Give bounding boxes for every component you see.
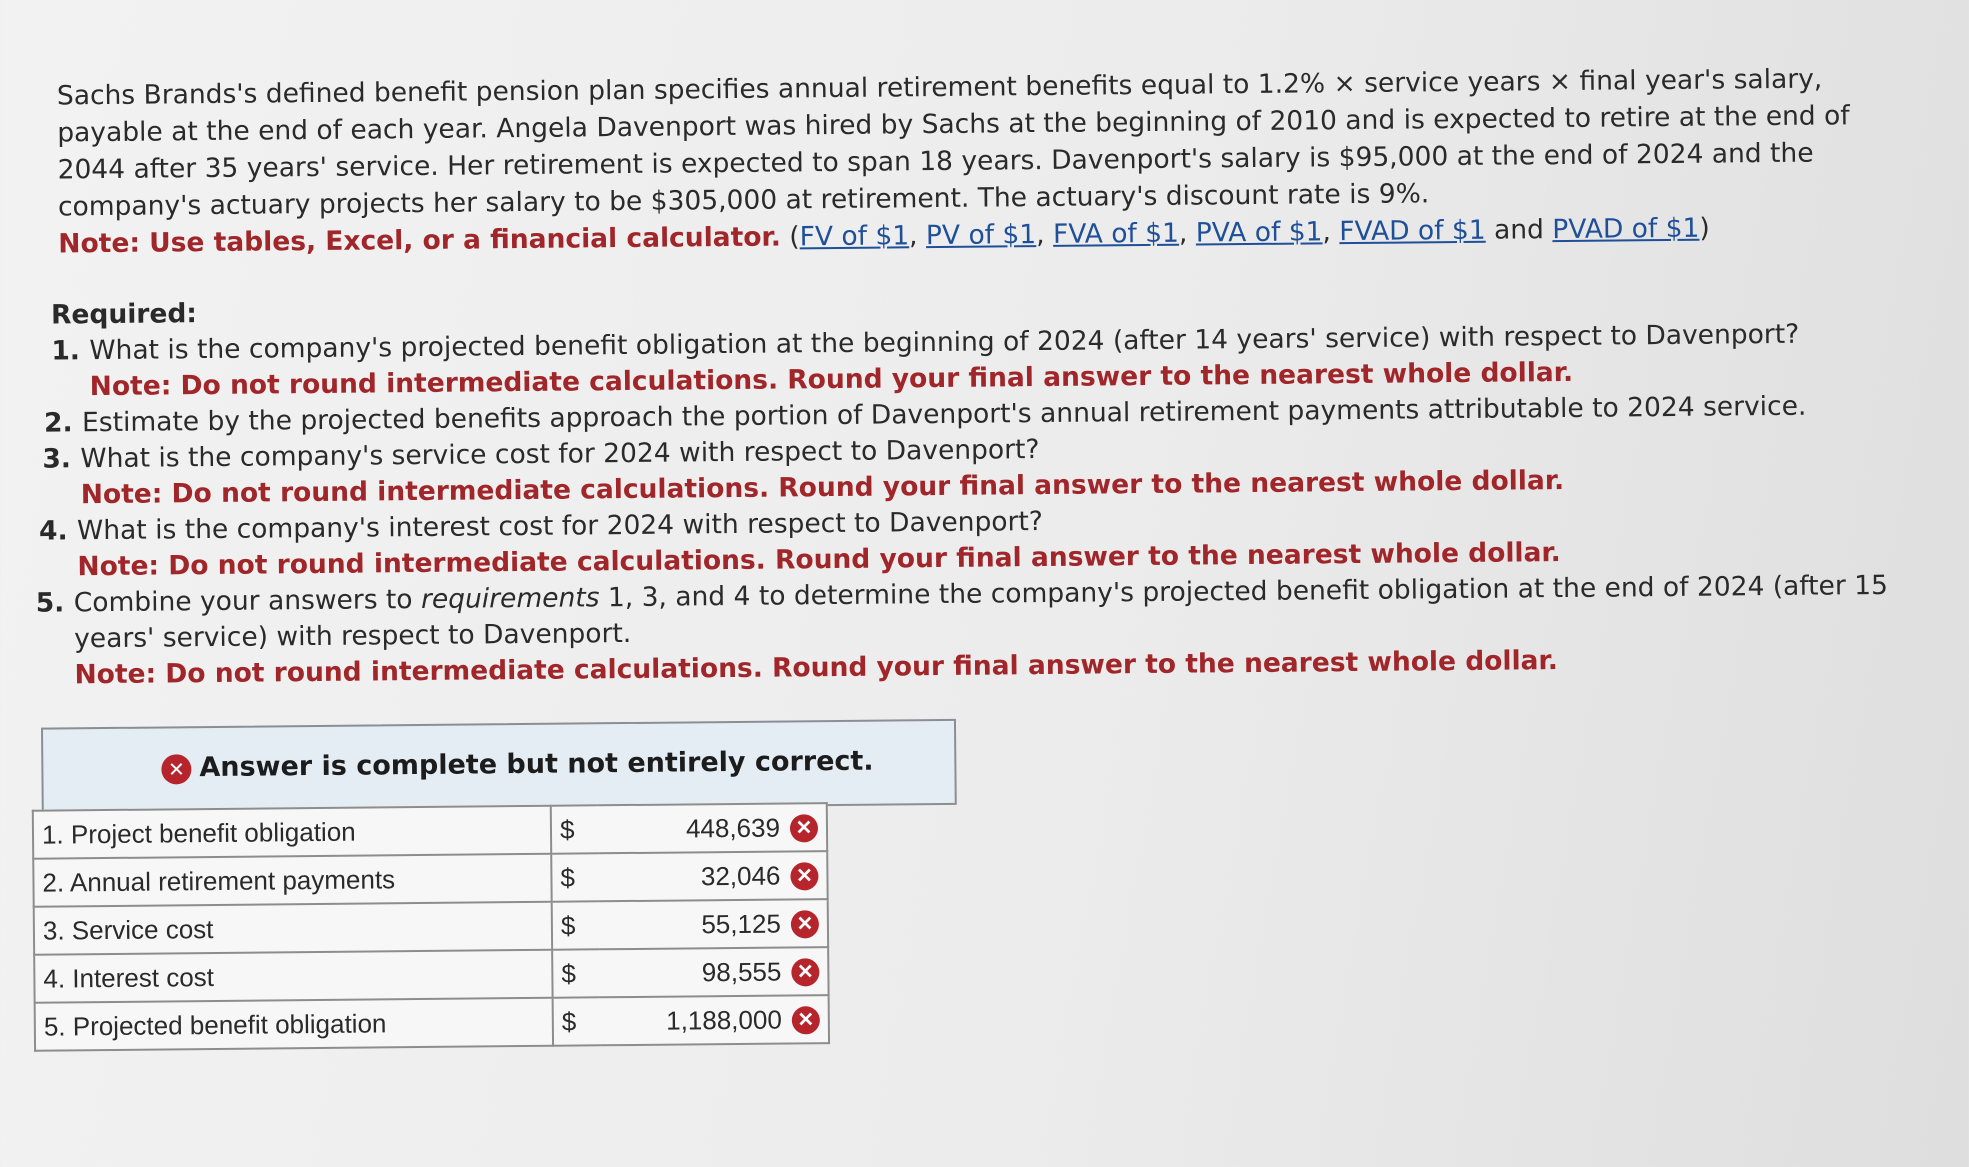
rounding-note: Note: Do not round intermediate calculations. Round your final answer to the nearest whole dollar. (74, 645, 1558, 691)
answer-value[interactable]: 32,046 (700, 860, 781, 892)
answer-cell (598, 803, 827, 853)
table-row (35, 995, 829, 1051)
rounding-note: Note: Do not round intermediate calculations. Round your final answer to the nearest whole dollar. (80, 465, 1565, 511)
answer-table (32, 802, 830, 1052)
fva-link[interactable]: FVA of $1 (1052, 217, 1180, 250)
requirement-text: What is the company's interest cost for 2024 with respect to Davenport? (76, 506, 1044, 547)
requirement-text: Estimate by the projected benefits approach the portion of Davenport's annual retirement payments attributable to 2024 service. (81, 390, 1807, 439)
row-label: 1. Project benefit obligation (33, 806, 551, 859)
incorrect-icon: ✕ (790, 862, 818, 890)
table-row (34, 947, 828, 1003)
answer-value[interactable]: 98,555 (701, 956, 782, 988)
answer-cell (599, 947, 828, 997)
requirement-number: 5. (35, 587, 65, 619)
requirement-number: 3. (42, 443, 72, 475)
incorrect-icon: ✕ (790, 814, 818, 842)
requirement-text: Combine your answers to requirements 1, 3, and 4 to determine the company's projected benefit obligation at the end of 2024 (after 15 years' service) with respect to Davenport. (73, 569, 1889, 655)
requirement-text: What is the company's service cost for 2024 with respect to Davenport? (80, 434, 1040, 475)
requirements-section (35, 280, 1915, 694)
requirement-number: 4. (38, 515, 68, 547)
incorrect-icon: ✕ (791, 910, 819, 938)
pva-link[interactable]: PVA of $1 (1195, 216, 1323, 249)
table-row (34, 899, 828, 955)
currency-symbol: $ (551, 853, 598, 901)
fv-link[interactable]: FV of $1 (799, 220, 910, 253)
answer-value[interactable]: 448,639 (685, 812, 781, 844)
close-paren: ) (1699, 212, 1710, 244)
answer-cell (599, 899, 828, 949)
row-label: 3. Service cost (34, 902, 552, 955)
currency-symbol: $ (553, 997, 600, 1045)
incorrect-icon: ✕ (792, 1006, 820, 1034)
table-row (33, 851, 827, 907)
requirement-number: 2. (43, 407, 73, 439)
answer-status-text: Answer is complete but not entirely correct. (199, 745, 874, 784)
incorrect-icon: ✕ (791, 958, 819, 986)
row-label: 4. Interest cost (34, 950, 552, 1003)
required-heading: Required: (50, 298, 198, 331)
calculator-note: Note: Use tables, Excel, or a financial calculator. (58, 221, 781, 260)
row-label: 2. Annual retirement payments (33, 854, 551, 907)
answer-cell (600, 995, 829, 1045)
answer-value[interactable]: 1,188,000 (666, 1004, 782, 1036)
pv-link[interactable]: PV of $1 (925, 219, 1037, 252)
table-row (33, 803, 827, 859)
answer-value[interactable]: 55,125 (701, 908, 782, 940)
problem-statement: Sachs Brands's defined benefit pension plan specifies annual retirement benefits equal to 1.2% × service years × final year's salary, payable at the end of each year. Angela Davenport was hired by Sachs at the beginning of 2010 and is expected to retire at the end of 2044 after 35 years' service. Her retirement is expected to span 18 years. Davenport's salary is $95,000 at the end of 2024 and the company's actuary projects her salary to be $305,000 at retirement. The actuary's discount rate is 9%. Note: Use tables, Excel, or a financial calculator. (FV of $1, PV of $1, FVA of $1, PVA of $1, FVAD of $1 and PVAD of $1) (56, 63, 1850, 260)
x-circle-icon: ✕ (161, 754, 191, 784)
rounding-note: Note: Do not round intermediate calculations. Round your final answer to the nearest whole dollar. (77, 537, 1561, 583)
currency-symbol: $ (552, 949, 599, 997)
open-paren: ( (789, 221, 800, 253)
requirement-text: What is the company's projected benefit obligation at the beginning of 2024 (after 14 years' service) with respect to Davenport? (89, 318, 1800, 367)
problem-paragraph: Sachs Brands's defined benefit pension plan specifies annual retirement benefits equal to 1.2% × service years × final year's salary, payable at the end of each year. Angela Davenport was hired by Sachs at the beginning of 2010 and is expected to retire at the end of 2044 after 35 years' service. Her retirement is expected to span 18 years. Davenport's salary is $95,000 at the end of 2024 and the company's actuary projects her salary to be $305,000 at retirement. The actuary's discount rate is 9%. (56, 63, 1850, 223)
currency-symbol: $ (552, 901, 599, 949)
requirement-5 (36, 568, 1915, 694)
currency-symbol: $ (551, 805, 598, 853)
rounding-note: Note: Do not round intermediate calculations. Round your final answer to the nearest whole dollar. (89, 356, 1574, 403)
requirement-number: 1. (51, 335, 81, 367)
pvad-link[interactable]: PVAD of $1 (1552, 212, 1700, 246)
answer-cell (598, 851, 827, 901)
fvad-link[interactable]: FVAD of $1 (1339, 214, 1486, 248)
answer-status-banner (41, 719, 957, 814)
row-label: 5. Projected benefit obligation (35, 998, 553, 1051)
